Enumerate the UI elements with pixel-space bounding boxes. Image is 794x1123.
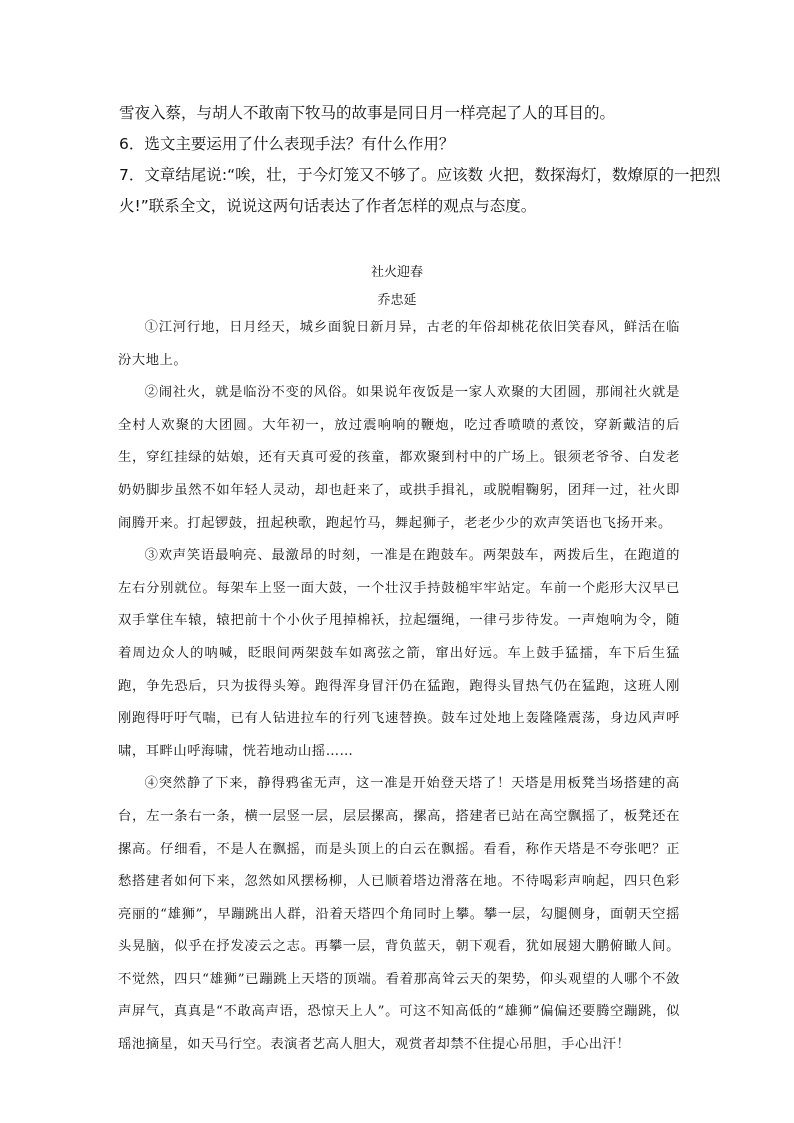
previous-text-line: 雪夜入蔡，与胡人不敢南下牧马的故事是同日月一样亮起了人的耳目的。 (119, 104, 616, 122)
paragraph-2: ②闹社火，就是临汾不变的风俗。如果说年夜饭是一家人欢聚的大团圆，那闹社火就是全村人欢聚的大团圆。大年初一，放过震响响的鞭炮，吃过香喷喷的煮饺，穿新戴洁的后生，穿红挂绿的姑娘，还有天真可爱的孩童，都欢聚到村中的广场上。银须老爷爷、白发老奶奶脚步虽然不如年轻人灵动，却也赶来了，或拱手揖礼，或脱帽鞠躬，团拜一过，社火即闹腾开来。打起锣鼓，扭起秧歌，跑起竹马，舞起狮子，老老少少的欢声笑语也飞扬开来。 (118, 385, 680, 531)
question-6: 6．选文主要运用了什么表现手法？有什么作用？ (119, 135, 455, 153)
question-7-line-2: 火!”联系全文，说说这两句话表达了作者怎样的观点与态度。 (119, 197, 537, 215)
article-body (118, 312, 680, 1062)
paragraph-3: ③欢声笑语最响亮、最激昂的时刻，一准是在跑鼓车。两架鼓车，两拨后生，在跑道的左右分别就位。每架车上竖一面大鼓，一个壮汉手持鼓槌牢牢站定。车前一个彪形大汉早已双手掌住车辕，辕把前十个小伙子甩掉棉袄，拉起缰绳，一律弓步待发。一声炮响为令，随着周边众人的呐喊，眨眼间两架鼓车如离弦之箭，窜出好远。车上鼓手猛擂，车下后生猛跑，争先恐后，只为拔得头筹。跑得浑身冒汗仍在猛跑，跑得头冒热气仍在猛跑，这班人刚刚跑得吁吁气喘，已有人钻进拉车的行列飞速替换。鼓车过处地上轰隆隆震荡，身边风声呼啸，耳畔山呼海啸，恍若地动山摇…… (118, 548, 680, 759)
question-7-line-1: 7．文章结尾说:“唉，壮，于今灯笼又不够了。应该数 火把，数探海灯，数燎原的一把烈 (119, 166, 721, 184)
paragraph-4: ④突然静了下来，静得鸦雀无声，这一准是开始登天塔了！天塔是用板凳当场搭建的高台，左一条右一条，横一层竖一层，层层摞高，摞高，搭建者已站在高空飘摇了，板凳还在摞高。仔细看，不是人在飘摇，而是头顶上的白云在飘摇。看看，称作天塔是不夸张吧？正愁搭建者如何下来，忽然如风摆杨柳，人已顺着塔边滑落在地。不待喝彩声响起，四只色彩亮丽的“雄狮”，早蹦跳出人群，沿着天塔四个角同时上攀。攀一层，勾腿侧身，面朝天空摇头晃脑，似乎在抒发凌云之志。再攀一层，背负蓝天，朝下观看，犹如展翅大鹏俯瞰人间。不觉然，四只“雄狮”已蹦跳上天塔的顶端。看着那高耸云天的架势，仰头观望的人哪个不敛声屏气，真真是“不敢高声语，恐惊天上人”。可这不知高低的“雄狮”偏偏还要腾空蹦跳，似瑶池摘星，如天马行空。表演者艺高人胆大，观赏者却禁不住提心吊胆，手心出汗！ (118, 776, 680, 1053)
paragraph-1: ①江河行地，日月经天，城乡面貌日新月异，古老的年俗却桃花依旧笑春风，鲜活在临汾大地上。 (118, 320, 680, 368)
article-title: 社火迎春 (370, 265, 423, 280)
article-author: 乔忠延 (377, 293, 417, 308)
